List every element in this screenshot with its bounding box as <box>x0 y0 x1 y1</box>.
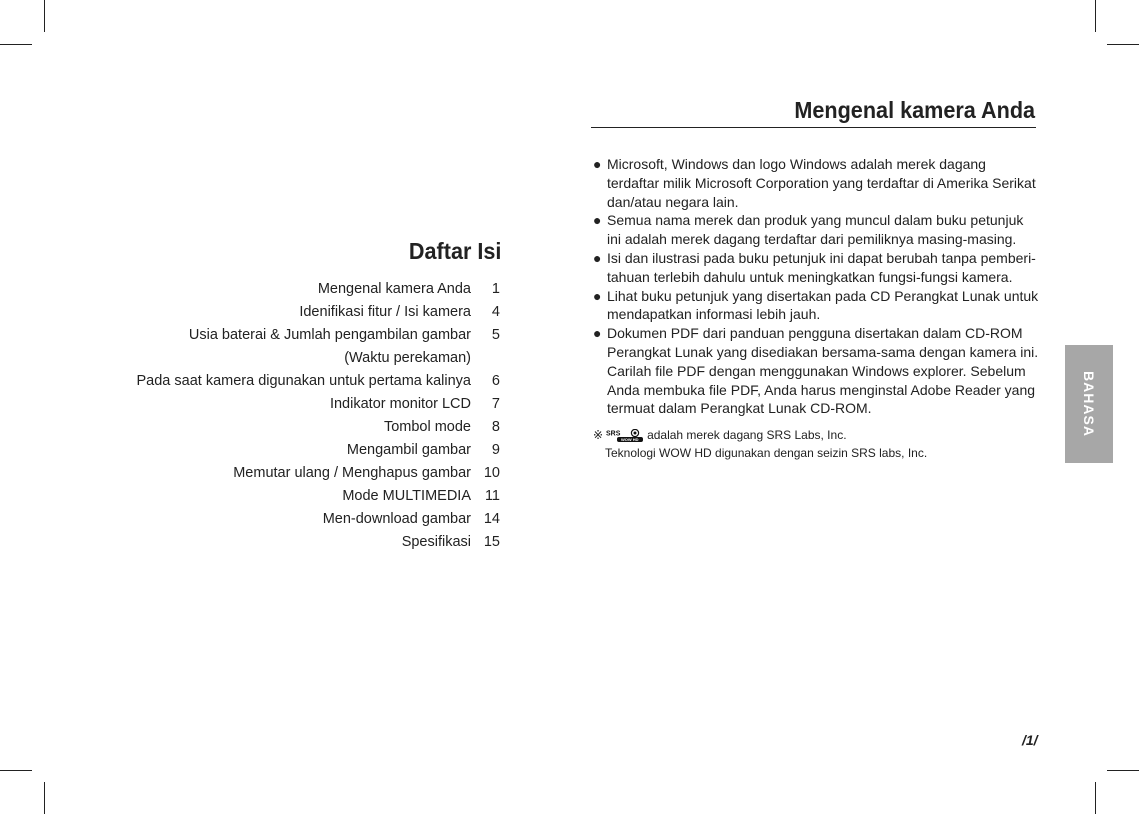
note-line: dan/atau negara lain. <box>607 193 739 210</box>
note-line: Isi dan ilustrasi pada buku petunjuk ini dapat berubah tanpa pemberi- <box>607 249 1036 266</box>
page-number: /1/ <box>1022 732 1038 748</box>
language-tab <box>1065 345 1113 463</box>
crop-mark <box>44 782 45 814</box>
note-line: Anda membuka file PDF, Anda harus menginstal Adobe Reader yang <box>607 381 1036 398</box>
toc-entry-label: (Waktu perekaman) <box>344 349 471 366</box>
note-item <box>593 287 1043 325</box>
svg-text:WOW HD: WOW HD <box>621 436 639 442</box>
bullet-icon: ● <box>593 156 602 172</box>
note-text <box>607 287 1043 325</box>
toc-entry-page: 4 <box>491 303 500 320</box>
table-of-contents <box>120 277 500 553</box>
language-tab-label: BAHASA <box>1081 371 1098 437</box>
toc-entry-page: 15 <box>483 533 500 550</box>
toc-entry-page: 9 <box>491 441 500 458</box>
note-text <box>607 324 1043 418</box>
toc-entry-label: Tombol mode <box>383 418 471 435</box>
toc-entry-label: Mengambil gambar <box>346 441 471 458</box>
toc-entry-page: 8 <box>491 418 500 435</box>
trademark-note <box>593 427 927 462</box>
toc-entry <box>120 346 500 369</box>
toc-entry <box>120 369 500 392</box>
toc-entry-label: Men-download gambar <box>322 510 471 527</box>
crop-mark <box>1095 0 1096 32</box>
trademark-line-1: adalah merek dagang SRS Labs, Inc. <box>647 428 847 442</box>
bullet-icon: ● <box>593 249 602 266</box>
toc-entry-label: Usia baterai & Jumlah pengambilan gambar <box>188 326 471 343</box>
toc-entry <box>120 461 500 484</box>
note-item <box>593 155 1043 211</box>
toc-entry-label: Spesifikasi <box>401 533 471 550</box>
crop-mark <box>1095 782 1096 814</box>
toc-entry-page: 14 <box>483 510 500 527</box>
bullet-icon: ● <box>593 212 602 229</box>
note-line: Semua nama merek dan produk yang muncul dalam buku petunjuk <box>607 212 1024 229</box>
note-line: Microsoft, Windows dan logo Windows adalah merek dagang <box>607 156 986 172</box>
toc-entry <box>120 323 500 346</box>
note-line: ini adalah merek dagang terdaftar dari pemiliknya masing-masing. <box>607 231 1017 248</box>
crop-mark <box>44 0 45 32</box>
bullet-icon: ● <box>593 325 602 342</box>
note-line: mendapatkan informasi lebih jauh. <box>607 306 821 323</box>
title-underline <box>591 127 1036 128</box>
note-line: Perangkat Lunak yang disediakan bersama-sama dengan kamera ini. <box>607 343 1039 360</box>
note-text <box>607 155 1043 211</box>
note-item <box>593 324 1043 418</box>
toc-entry <box>120 438 500 461</box>
reference-mark: ※ <box>593 428 604 442</box>
note-item <box>593 249 1043 287</box>
note-line: termuat dalam Perangkat Lunak CD-ROM. <box>607 400 872 417</box>
toc-entry <box>120 484 500 507</box>
toc-entry-label: Mengenal kamera Anda <box>317 280 471 297</box>
bullet-icon: ● <box>593 287 602 304</box>
trademark-line-2: Teknologi WOW HD digunakan dengan seizin SRS labs, Inc. <box>605 445 928 460</box>
toc-entry <box>120 415 500 438</box>
toc-entry <box>120 530 500 553</box>
toc-entry-page: 10 <box>483 464 500 481</box>
note-line: Carilah file PDF dengan menggunakan Windows explorer. Sebelum <box>607 362 1026 379</box>
toc-entry-label: Idenifikasi fitur / Isi kamera <box>299 303 471 320</box>
note-line: tahuan terlebih dahulu untuk meningkatkan fungsi-fungsi kamera. <box>607 268 1013 285</box>
toc-entry-page: 7 <box>491 395 500 412</box>
note-text <box>607 211 1043 249</box>
srs-wow-hd-logo <box>605 429 645 443</box>
crop-mark <box>0 44 32 45</box>
toc-entry-label: Pada saat kamera digunakan untuk pertama kalinya <box>136 372 471 389</box>
crop-mark <box>1107 44 1139 45</box>
section-title: Mengenal kamera Anda <box>794 97 1035 123</box>
note-item <box>593 211 1043 249</box>
toc-entry <box>120 507 500 530</box>
crop-mark <box>1107 770 1139 771</box>
svg-text:SRS: SRS <box>606 430 621 438</box>
toc-entry-label: Mode MULTIMEDIA <box>342 487 471 504</box>
notes-list <box>593 155 1043 418</box>
note-line: Dokumen PDF dari panduan pengguna disertakan dalam CD-ROM <box>607 325 1023 342</box>
toc-entry-page: 1 <box>491 280 500 297</box>
toc-entry <box>120 392 500 415</box>
toc-entry-page: 6 <box>491 372 500 389</box>
note-line: Lihat buku petunjuk yang disertakan pada CD Perangkat Lunak untuk <box>607 287 1039 304</box>
crop-mark <box>0 770 32 771</box>
toc-entry-page: 5 <box>491 326 500 343</box>
note-text <box>607 249 1043 287</box>
toc-entry <box>120 277 500 300</box>
note-line: terdaftar milik Microsoft Corporation yang terdaftar di Amerika Serikat <box>607 174 1036 191</box>
toc-entry-label: Memutar ulang / Menghapus gambar <box>233 464 471 481</box>
toc-title: Daftar Isi <box>408 238 501 264</box>
toc-entry <box>120 300 500 323</box>
toc-entry-label: Indikator monitor LCD <box>329 395 471 412</box>
toc-entry-page: 11 <box>484 487 500 504</box>
